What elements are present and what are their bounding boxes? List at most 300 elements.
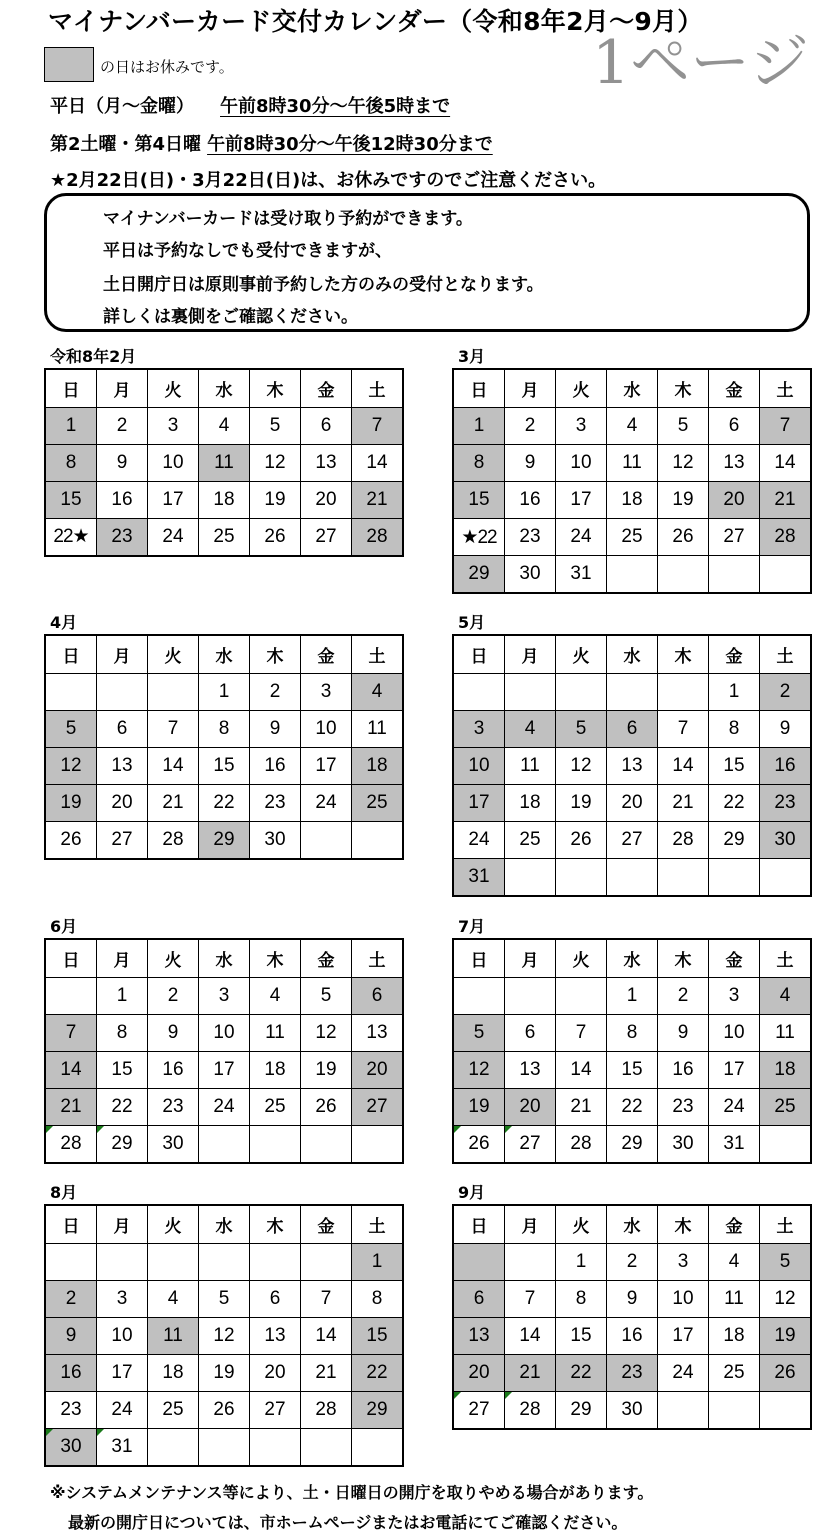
month-label: 3月 (458, 347, 486, 366)
weekday-header: 金 (709, 635, 760, 674)
week-row (453, 748, 811, 785)
day-cell: 28 (301, 1392, 352, 1429)
day-cell: 23 (505, 519, 556, 556)
day-cell: 6 (250, 1281, 301, 1318)
empty-cell (301, 1429, 352, 1466)
day-cell: 1 (556, 1244, 607, 1281)
weekday-header: 水 (607, 369, 658, 408)
empty-cell (760, 1126, 812, 1163)
day-cell: 22 (607, 1089, 658, 1126)
day-cell: 27 (97, 822, 148, 859)
empty-cell (658, 859, 709, 896)
day-cell: 5 (301, 978, 352, 1015)
day-cell: 24 (301, 785, 352, 822)
day-cell: 9 (250, 711, 301, 748)
day-cell: 4 (607, 408, 658, 445)
weekday-header: 日 (453, 369, 505, 408)
day-cell: 17 (453, 785, 505, 822)
day-cell: 24 (556, 519, 607, 556)
week-row (453, 674, 811, 711)
empty-cell (658, 556, 709, 593)
week-row (453, 482, 811, 519)
weekday-header: 金 (301, 635, 352, 674)
day-cell: 22 (709, 785, 760, 822)
day-cell: 14 (505, 1318, 556, 1355)
comment-marker-icon (505, 1392, 512, 1399)
day-cell: 23 (148, 1089, 199, 1126)
day-cell: 31 (453, 859, 505, 896)
week-row (453, 859, 811, 896)
notice-line: マイナンバーカードは受け取り予約ができます。 (103, 209, 473, 229)
weekday-header-row (453, 939, 811, 978)
day-cell: 28 (505, 1392, 556, 1429)
day-cell: 29 (453, 556, 505, 593)
empty-cell (97, 674, 148, 711)
day-cell: 25 (760, 1089, 812, 1126)
day-cell: 4 (199, 408, 250, 445)
day-cell: 1 (453, 408, 505, 445)
weekday-header: 水 (607, 1205, 658, 1244)
footer-note: ※システムメンテナンス等により、土・日曜日の開庁を取りやめる場合があります。 (50, 1483, 654, 1502)
weekday-header: 火 (148, 369, 199, 408)
empty-cell (709, 556, 760, 593)
weekday-hours (50, 92, 450, 118)
weekday-header: 月 (97, 369, 148, 408)
day-cell: 26 (45, 822, 97, 859)
closed-legend-swatch (44, 47, 94, 82)
weekday-header: 水 (607, 635, 658, 674)
weekday-header: 日 (453, 635, 505, 674)
empty-cell (352, 1429, 404, 1466)
day-cell: 13 (709, 445, 760, 482)
week-row (453, 711, 811, 748)
empty-cell (556, 978, 607, 1015)
week-row (45, 1355, 403, 1392)
day-cell: 8 (97, 1015, 148, 1052)
empty-cell (352, 822, 404, 859)
day-cell: 12 (301, 1015, 352, 1052)
day-cell: 18 (199, 482, 250, 519)
weekday-header-row (453, 1205, 811, 1244)
weekend-hours (50, 130, 493, 156)
weekday-header: 火 (148, 635, 199, 674)
week-row (453, 1015, 811, 1052)
day-cell: 28 (658, 822, 709, 859)
month-calendar (44, 1204, 404, 1467)
week-row (453, 1126, 811, 1163)
day-cell: 18 (505, 785, 556, 822)
day-cell: 29 (97, 1126, 148, 1163)
day-cell: 3 (556, 408, 607, 445)
day-cell: 17 (658, 1318, 709, 1355)
day-cell: 22 (97, 1089, 148, 1126)
day-cell: 20 (607, 785, 658, 822)
day-cell: 14 (556, 1052, 607, 1089)
day-cell: 12 (199, 1318, 250, 1355)
day-cell: 15 (607, 1052, 658, 1089)
empty-cell (607, 556, 658, 593)
weekday-header: 火 (148, 939, 199, 978)
empty-cell (97, 1244, 148, 1281)
month-calendar (44, 368, 404, 557)
month-calendar (452, 634, 812, 897)
day-cell: 31 (97, 1429, 148, 1466)
day-cell: 26 (760, 1355, 812, 1392)
weekday-header: 月 (505, 369, 556, 408)
month-calendar (452, 938, 812, 1164)
comment-marker-icon (454, 1392, 461, 1399)
day-cell: 7 (352, 408, 404, 445)
empty-cell (301, 1126, 352, 1163)
week-row (45, 674, 403, 711)
day-cell: 27 (453, 1392, 505, 1429)
weekday-header: 金 (301, 1205, 352, 1244)
day-cell: 24 (148, 519, 199, 556)
day-cell: 29 (556, 1392, 607, 1429)
notice-line: 平日は予約なしでも受付できますが、 (103, 241, 392, 261)
day-cell: 26 (199, 1392, 250, 1429)
day-cell: 16 (760, 748, 812, 785)
day-cell: 12 (250, 445, 301, 482)
day-cell: 24 (709, 1089, 760, 1126)
day-cell: 7 (148, 711, 199, 748)
month-label: 6月 (50, 917, 78, 936)
day-cell: 17 (97, 1355, 148, 1392)
day-cell: 11 (607, 445, 658, 482)
day-cell: 30 (250, 822, 301, 859)
comment-marker-icon (46, 1429, 53, 1436)
day-cell: 22 (556, 1355, 607, 1392)
day-cell: 17 (148, 482, 199, 519)
day-cell: 3 (453, 711, 505, 748)
day-cell: 8 (199, 711, 250, 748)
day-cell: 21 (148, 785, 199, 822)
notice-line: 土日開庁日は原則事前予約した方のみの受付となります。 (103, 275, 544, 295)
weekday-header: 土 (352, 369, 404, 408)
day-cell: 9 (148, 1015, 199, 1052)
day-cell: 1 (352, 1244, 404, 1281)
weekday-header: 水 (199, 369, 250, 408)
week-row (453, 408, 811, 445)
day-cell: 29 (199, 822, 250, 859)
week-row (453, 556, 811, 593)
day-cell: 27 (709, 519, 760, 556)
empty-cell (199, 1244, 250, 1281)
star-notice: ★2月22日(日)・3月22日(日)は、お休みですのでご注意ください。 (50, 170, 607, 191)
month-calendar (44, 938, 404, 1164)
day-cell: 17 (301, 748, 352, 785)
day-cell: 3 (301, 674, 352, 711)
day-cell: 26 (453, 1126, 505, 1163)
empty-cell (250, 1244, 301, 1281)
weekday-header: 木 (250, 369, 301, 408)
weekday-header: 月 (97, 635, 148, 674)
weekday-header: 土 (760, 635, 812, 674)
day-cell: 8 (45, 445, 97, 482)
day-cell: 31 (556, 556, 607, 593)
page-watermark: 1ページ (592, 28, 809, 98)
day-cell: 10 (97, 1318, 148, 1355)
day-cell: 14 (148, 748, 199, 785)
day-cell: 15 (352, 1318, 404, 1355)
empty-cell (453, 674, 505, 711)
day-cell: 27 (250, 1392, 301, 1429)
day-cell: 14 (760, 445, 812, 482)
day-cell: 4 (505, 711, 556, 748)
day-cell: 26 (301, 1089, 352, 1126)
day-cell: 7 (505, 1281, 556, 1318)
day-cell: 16 (658, 1052, 709, 1089)
week-row (453, 1089, 811, 1126)
day-cell: 6 (301, 408, 352, 445)
day-cell: 19 (556, 785, 607, 822)
week-row (45, 748, 403, 785)
day-cell: 16 (607, 1318, 658, 1355)
day-cell: 14 (45, 1052, 97, 1089)
empty-cell (250, 1429, 301, 1466)
day-cell: 19 (453, 1089, 505, 1126)
day-cell: 20 (709, 482, 760, 519)
day-cell: 28 (556, 1126, 607, 1163)
week-row (45, 1392, 403, 1429)
week-row (45, 978, 403, 1015)
day-cell: 10 (148, 445, 199, 482)
empty-cell (709, 1392, 760, 1429)
empty-cell (250, 1126, 301, 1163)
week-row (45, 1015, 403, 1052)
week-row (453, 978, 811, 1015)
day-cell: 19 (301, 1052, 352, 1089)
day-cell: 2 (760, 674, 812, 711)
empty-cell (556, 859, 607, 896)
week-row (45, 1429, 403, 1466)
day-cell: 2 (607, 1244, 658, 1281)
week-row (45, 1089, 403, 1126)
empty-cell (453, 978, 505, 1015)
day-cell: 17 (199, 1052, 250, 1089)
day-cell: 10 (199, 1015, 250, 1052)
day-cell: 25 (352, 785, 404, 822)
day-cell: 10 (709, 1015, 760, 1052)
weekday-header: 木 (250, 1205, 301, 1244)
day-cell: 1 (97, 978, 148, 1015)
weekday-header: 日 (45, 369, 97, 408)
day-cell: 26 (658, 519, 709, 556)
month-label: 8月 (50, 1183, 78, 1202)
day-cell: 13 (97, 748, 148, 785)
weekday-header: 土 (760, 369, 812, 408)
day-cell: 1 (199, 674, 250, 711)
weekday-header: 土 (352, 1205, 404, 1244)
day-cell: 2 (45, 1281, 97, 1318)
day-cell: 5 (453, 1015, 505, 1052)
week-row (45, 1318, 403, 1355)
empty-cell (556, 674, 607, 711)
empty-cell (45, 978, 97, 1015)
empty-cell (148, 1429, 199, 1466)
day-cell: 13 (352, 1015, 404, 1052)
empty-cell (505, 674, 556, 711)
day-cell: 18 (760, 1052, 812, 1089)
day-cell: 5 (556, 711, 607, 748)
day-cell: 10 (453, 748, 505, 785)
weekday-header: 日 (45, 939, 97, 978)
weekday-header: 金 (709, 939, 760, 978)
day-cell: 21 (45, 1089, 97, 1126)
day-cell: 26 (250, 519, 301, 556)
day-cell: 12 (760, 1281, 812, 1318)
day-cell: 28 (760, 519, 812, 556)
month-label: 7月 (458, 917, 486, 936)
weekday-header: 土 (352, 939, 404, 978)
day-cell: 15 (97, 1052, 148, 1089)
day-cell: 8 (352, 1281, 404, 1318)
day-cell: 20 (505, 1089, 556, 1126)
empty-cell (45, 674, 97, 711)
day-cell: 3 (709, 978, 760, 1015)
week-row (45, 785, 403, 822)
day-cell: 20 (352, 1052, 404, 1089)
day-cell: 27 (505, 1126, 556, 1163)
day-cell: 8 (607, 1015, 658, 1052)
empty-cell (658, 674, 709, 711)
weekday-header: 土 (352, 635, 404, 674)
day-cell: 17 (556, 482, 607, 519)
week-row (453, 1355, 811, 1392)
day-cell: 3 (148, 408, 199, 445)
empty-cell (199, 1126, 250, 1163)
day-cell: 19 (45, 785, 97, 822)
week-row (453, 785, 811, 822)
day-cell: 21 (352, 482, 404, 519)
empty-cell (199, 1429, 250, 1466)
weekday-header: 火 (556, 939, 607, 978)
day-cell: 18 (250, 1052, 301, 1089)
day-cell: 15 (45, 482, 97, 519)
empty-cell (148, 674, 199, 711)
day-cell: 2 (505, 408, 556, 445)
week-row (45, 1126, 403, 1163)
empty-cell (658, 1392, 709, 1429)
day-cell: 26 (556, 822, 607, 859)
day-cell: 29 (709, 822, 760, 859)
day-cell: 3 (199, 978, 250, 1015)
day-cell: 19 (199, 1355, 250, 1392)
weekday-header: 火 (556, 1205, 607, 1244)
day-cell: 6 (709, 408, 760, 445)
weekday-header: 月 (97, 939, 148, 978)
weekday-header: 木 (250, 635, 301, 674)
weekday-header: 月 (505, 939, 556, 978)
day-cell: 2 (250, 674, 301, 711)
day-cell: 30 (760, 822, 812, 859)
day-cell: 2 (148, 978, 199, 1015)
day-cell: 22★ (45, 519, 97, 556)
day-cell: 9 (658, 1015, 709, 1052)
weekday-header: 水 (607, 939, 658, 978)
week-row (45, 482, 403, 519)
day-cell: 20 (301, 482, 352, 519)
day-cell: 28 (352, 519, 404, 556)
day-cell: 9 (607, 1281, 658, 1318)
day-cell: 23 (97, 519, 148, 556)
day-cell: 8 (709, 711, 760, 748)
day-cell: 6 (505, 1015, 556, 1052)
day-cell: 27 (352, 1089, 404, 1126)
day-cell: 30 (607, 1392, 658, 1429)
day-cell: 12 (658, 445, 709, 482)
weekday-header: 月 (97, 1205, 148, 1244)
week-row (453, 445, 811, 482)
day-cell: 12 (556, 748, 607, 785)
day-cell: 3 (97, 1281, 148, 1318)
month-calendar (452, 368, 812, 594)
day-cell: 2 (658, 978, 709, 1015)
day-cell: 9 (45, 1318, 97, 1355)
week-row (45, 1281, 403, 1318)
weekday-header: 火 (148, 1205, 199, 1244)
day-cell: 21 (556, 1089, 607, 1126)
day-cell: 25 (505, 822, 556, 859)
week-row (45, 1244, 403, 1281)
weekday-header: 金 (301, 369, 352, 408)
weekday-header: 木 (250, 939, 301, 978)
weekday-header: 金 (709, 369, 760, 408)
weekday-header: 日 (45, 1205, 97, 1244)
day-cell: 16 (97, 482, 148, 519)
empty-cell (505, 1244, 556, 1281)
day-cell: 4 (352, 674, 404, 711)
empty-cell (45, 1244, 97, 1281)
empty-cell (709, 859, 760, 896)
day-cell: 13 (250, 1318, 301, 1355)
comment-marker-icon (454, 1126, 461, 1133)
day-cell: 1 (45, 408, 97, 445)
week-row (45, 1052, 403, 1089)
day-cell: 28 (45, 1126, 97, 1163)
week-row (453, 822, 811, 859)
day-cell: 18 (148, 1355, 199, 1392)
day-cell: 15 (453, 482, 505, 519)
weekday-header: 木 (658, 1205, 709, 1244)
day-cell: 14 (301, 1318, 352, 1355)
day-cell: 18 (709, 1318, 760, 1355)
day-cell: 13 (505, 1052, 556, 1089)
weekend-hours-label: 第2土曜・第4日曜 (50, 134, 202, 155)
weekday-header-row (45, 939, 403, 978)
weekday-header: 木 (658, 369, 709, 408)
empty-cell (505, 978, 556, 1015)
weekday-header: 金 (709, 1205, 760, 1244)
empty-cell (453, 1244, 505, 1281)
weekday-header: 日 (45, 635, 97, 674)
day-cell: 12 (45, 748, 97, 785)
day-cell: 29 (352, 1392, 404, 1429)
day-cell: 1 (607, 978, 658, 1015)
day-cell: 16 (250, 748, 301, 785)
day-cell: 21 (301, 1355, 352, 1392)
day-cell: 21 (505, 1355, 556, 1392)
day-cell: 11 (709, 1281, 760, 1318)
day-cell: 15 (556, 1318, 607, 1355)
weekday-header-row (45, 369, 403, 408)
comment-marker-icon (505, 1126, 512, 1133)
weekday-header: 火 (556, 369, 607, 408)
day-cell: 30 (658, 1126, 709, 1163)
day-cell: 20 (250, 1355, 301, 1392)
weekday-header-row (453, 369, 811, 408)
day-cell: 15 (199, 748, 250, 785)
